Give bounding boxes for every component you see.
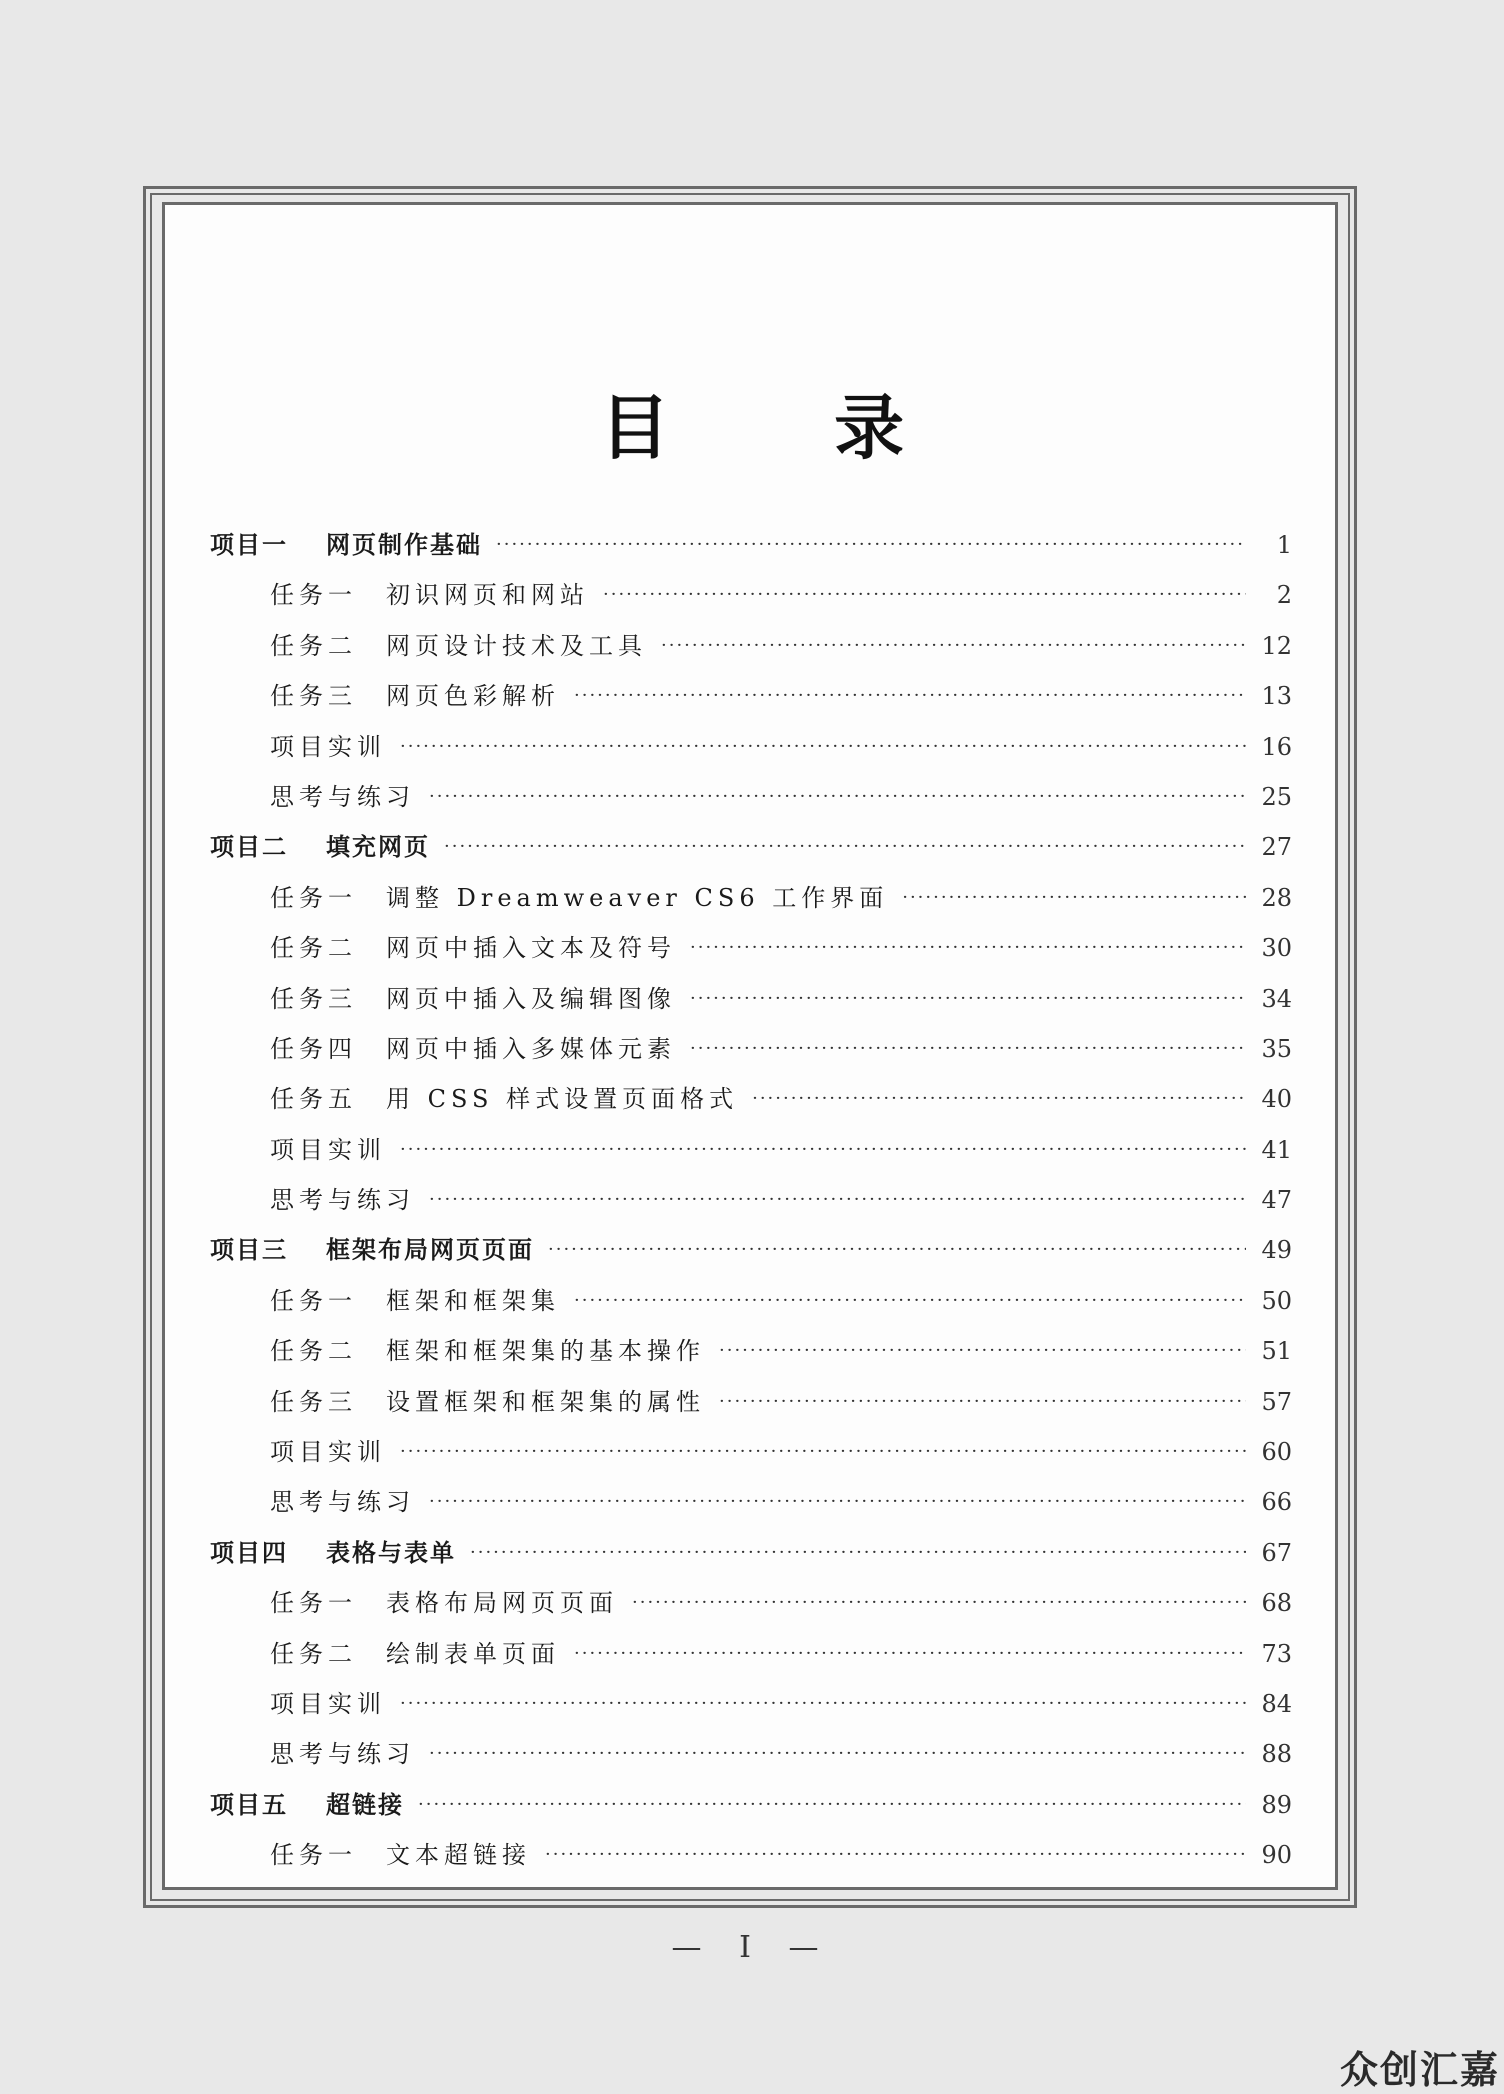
- toc-page-number: 34: [1261, 984, 1292, 1013]
- toc-page-number: 67: [1261, 1538, 1292, 1567]
- toc-task-row[interactable]: [210, 1578, 1292, 1628]
- toc-task-row[interactable]: [210, 1477, 1292, 1527]
- toc-dot-leader: [496, 520, 1246, 570]
- toc-entry-number: 任务一: [270, 883, 357, 912]
- toc-entry-number: 任务二: [270, 934, 357, 963]
- toc-entry-title: 填充网页: [326, 833, 430, 862]
- toc-page-number: 88: [1261, 1740, 1292, 1769]
- toc-dot-leader: [574, 1276, 1246, 1326]
- toc-entry-title: 框架和框架集的基本操作: [386, 1337, 705, 1366]
- toc-entry-number: 任务一: [270, 1841, 357, 1870]
- toc-entry-title: 网页中插入及编辑图像: [386, 984, 676, 1013]
- page-folio: — I —: [671, 1930, 833, 1965]
- toc-entry-number: 任务三: [270, 984, 357, 1013]
- toc-dot-leader: [429, 1477, 1246, 1527]
- toc-entry: [210, 822, 430, 872]
- toc-entry-title: 框架布局网页页面: [326, 1236, 534, 1265]
- toc-dot-leader: [470, 1528, 1246, 1578]
- toc-task-row[interactable]: [210, 1326, 1292, 1376]
- toc-task-row[interactable]: [210, 570, 1292, 620]
- toc-entry-title: 项目实训: [270, 1689, 386, 1718]
- toc-entry: [270, 621, 647, 671]
- toc-entry-number: 任务一: [270, 1589, 357, 1618]
- toc-page-number: 60: [1261, 1438, 1292, 1467]
- toc-task-row[interactable]: [210, 671, 1292, 721]
- toc-page-number: 30: [1261, 934, 1292, 963]
- toc-entry-title: 项目实训: [270, 732, 386, 761]
- toc-entry-title: 思考与练习: [270, 782, 415, 811]
- toc-entry: [210, 1528, 456, 1578]
- toc-entry-title: 思考与练习: [270, 1740, 415, 1769]
- toc-dot-leader: [690, 974, 1246, 1024]
- toc-page-number: 47: [1261, 1186, 1292, 1215]
- toc-dot-leader: [429, 772, 1246, 822]
- toc-page-number: 57: [1261, 1387, 1292, 1416]
- toc-entry-number: 项目四: [210, 1538, 288, 1567]
- toc-entry-title: 文本超链接: [386, 1841, 531, 1870]
- toc-page-number: 51: [1261, 1337, 1292, 1366]
- toc-entry-title: 网页设计技术及工具: [386, 631, 647, 660]
- toc-page-number: 12: [1261, 631, 1292, 660]
- toc-entry-number: 任务三: [270, 682, 357, 711]
- toc-entry: [270, 1074, 738, 1124]
- toc-page-number: 68: [1261, 1589, 1292, 1618]
- toc-entry-title: 项目实训: [270, 1135, 386, 1164]
- toc-entry: [270, 1729, 415, 1779]
- toc-entry-title: 思考与练习: [270, 1186, 415, 1215]
- toc-page-number: 73: [1261, 1639, 1292, 1668]
- toc-chapter-row[interactable]: [210, 1225, 1292, 1275]
- toc-dot-leader: [603, 570, 1246, 620]
- toc-entry: [270, 671, 560, 721]
- toc-entry: [270, 722, 386, 772]
- toc-entry: [210, 1780, 404, 1830]
- toc-dot-leader: [400, 1679, 1246, 1729]
- toc-task-row[interactable]: [210, 873, 1292, 923]
- toc-entry-number: 项目一: [210, 531, 288, 559]
- toc-dot-leader: [752, 1074, 1246, 1124]
- toc-page-number: 35: [1261, 1034, 1292, 1063]
- toc-entry-title: 用 CSS 样式设置页面格式: [386, 1085, 739, 1114]
- toc-entry-title: 设置框架和框架集的属性: [386, 1387, 705, 1416]
- toc-entry: [270, 1477, 415, 1527]
- toc-task-row[interactable]: [210, 1276, 1292, 1326]
- toc-entry-number: 项目五: [210, 1790, 288, 1819]
- toc-dot-leader: [632, 1578, 1246, 1628]
- toc-page-number: 90: [1261, 1841, 1292, 1870]
- toc-page-number: 50: [1261, 1286, 1292, 1315]
- toc-entry-title: 表格与表单: [326, 1538, 456, 1567]
- toc-page-number: 1: [1276, 531, 1292, 559]
- toc-page-number: 40: [1261, 1085, 1292, 1114]
- toc-entry: [270, 1629, 560, 1679]
- toc-entry-number: 任务五: [270, 1085, 357, 1114]
- toc-entry-title: 网页色彩解析: [386, 682, 560, 711]
- toc-entry-title: 绘制表单页面: [386, 1639, 560, 1668]
- toc-task-row[interactable]: [210, 1125, 1292, 1175]
- toc-entry-number: 任务一: [270, 581, 357, 610]
- toc-dot-leader: [548, 1225, 1246, 1275]
- toc-dot-leader: [429, 1729, 1246, 1779]
- toc-chapter-row[interactable]: [210, 520, 1292, 570]
- toc-task-row[interactable]: [210, 1729, 1292, 1779]
- toc-page-number: 89: [1261, 1790, 1292, 1819]
- toc-entry: [270, 1276, 560, 1326]
- toc-page-number: 49: [1261, 1236, 1292, 1265]
- toc-dot-leader: [400, 722, 1246, 772]
- toc-dot-leader: [661, 621, 1246, 671]
- toc-dot-leader: [574, 671, 1246, 721]
- toc-entry-number: 任务二: [270, 1337, 357, 1366]
- toc-dot-leader: [690, 923, 1246, 973]
- toc-task-row[interactable]: [210, 722, 1292, 772]
- toc-page-number: 84: [1261, 1689, 1292, 1718]
- toc-entry-number: 任务二: [270, 631, 357, 660]
- toc-dot-leader: [719, 1326, 1246, 1376]
- toc-entry: [210, 1225, 534, 1275]
- toc-entry: [270, 1427, 386, 1477]
- page-title: 目 录: [599, 387, 975, 469]
- toc-chapter-row[interactable]: [210, 822, 1292, 872]
- toc-dot-leader: [902, 873, 1246, 923]
- toc-entry-title: 框架和框架集: [386, 1286, 560, 1315]
- toc-task-row[interactable]: [210, 1074, 1292, 1124]
- toc-task-row[interactable]: [210, 1377, 1292, 1427]
- toc-entry-number: 任务一: [270, 1286, 357, 1315]
- toc-page-number: 16: [1261, 732, 1292, 761]
- watermark: 众创汇嘉: [1339, 2048, 1500, 2092]
- toc-entry-title: 表格布局网页页面: [386, 1589, 618, 1618]
- toc-entry: [270, 1377, 705, 1427]
- toc-entry: [270, 1125, 386, 1175]
- toc-dot-leader: [400, 1427, 1246, 1477]
- toc-task-row[interactable]: [210, 621, 1292, 671]
- toc-entry-number: 项目二: [210, 833, 288, 862]
- toc-entry: [270, 1578, 618, 1628]
- toc-dot-leader: [418, 1780, 1246, 1830]
- toc-page-number: 2: [1276, 581, 1292, 610]
- toc-entry-number: 项目三: [210, 1236, 288, 1265]
- toc-entry: [270, 772, 415, 822]
- toc-entry-title: 项目实训: [270, 1438, 386, 1467]
- toc-entry: [270, 570, 589, 620]
- toc-task-row[interactable]: [210, 1830, 1292, 1880]
- toc-chapter-row[interactable]: [210, 1528, 1292, 1578]
- toc-page-number: 28: [1261, 883, 1292, 912]
- toc-chapter-row[interactable]: [210, 1780, 1292, 1830]
- toc-dot-leader: [400, 1125, 1246, 1175]
- toc-entry: [270, 1326, 705, 1376]
- toc-task-row[interactable]: [210, 974, 1292, 1024]
- toc-dot-leader: [574, 1629, 1246, 1679]
- toc-task-row[interactable]: [210, 1024, 1292, 1074]
- toc-task-row[interactable]: [210, 1175, 1292, 1225]
- toc-entry: [270, 1175, 415, 1225]
- table-of-contents: [210, 520, 1292, 1881]
- toc-entry: [270, 1024, 676, 1074]
- toc-entry-title: 超链接: [326, 1790, 404, 1819]
- toc-task-row[interactable]: [210, 772, 1292, 822]
- toc-entry-title: 网页中插入文本及符号: [386, 934, 676, 963]
- toc-task-row[interactable]: [210, 923, 1292, 973]
- toc-entry: [270, 873, 888, 923]
- toc-entry-title: 调整 Dreamweaver CS6 工作界面: [386, 883, 889, 912]
- toc-entry: [270, 1830, 531, 1880]
- toc-entry-number: 任务三: [270, 1387, 357, 1416]
- toc-entry: [270, 1679, 386, 1729]
- toc-entry-number: 任务二: [270, 1639, 357, 1668]
- toc-entry: [210, 520, 482, 570]
- toc-entry: [270, 974, 676, 1024]
- toc-page-number: 41: [1261, 1135, 1292, 1164]
- toc-entry-number: 任务四: [270, 1034, 357, 1063]
- toc-dot-leader: [444, 822, 1246, 872]
- toc-page-number: 25: [1261, 782, 1292, 811]
- toc-entry-title: 思考与练习: [270, 1488, 415, 1517]
- toc-entry: [270, 923, 676, 973]
- toc-entry-title: 网页中插入多媒体元素: [386, 1034, 676, 1063]
- toc-page-number: 13: [1261, 682, 1292, 711]
- toc-dot-leader: [429, 1175, 1246, 1225]
- toc-page-number: 66: [1261, 1488, 1292, 1517]
- toc-dot-leader: [545, 1830, 1246, 1880]
- toc-task-row[interactable]: [210, 1427, 1292, 1477]
- toc-entry-title: 网页制作基础: [326, 531, 482, 559]
- toc-task-row[interactable]: [210, 1629, 1292, 1679]
- toc-entry-title: 初识网页和网站: [386, 581, 589, 610]
- toc-dot-leader: [690, 1024, 1246, 1074]
- toc-task-row[interactable]: [210, 1679, 1292, 1729]
- toc-page-number: 27: [1261, 833, 1292, 862]
- toc-dot-leader: [719, 1377, 1246, 1427]
